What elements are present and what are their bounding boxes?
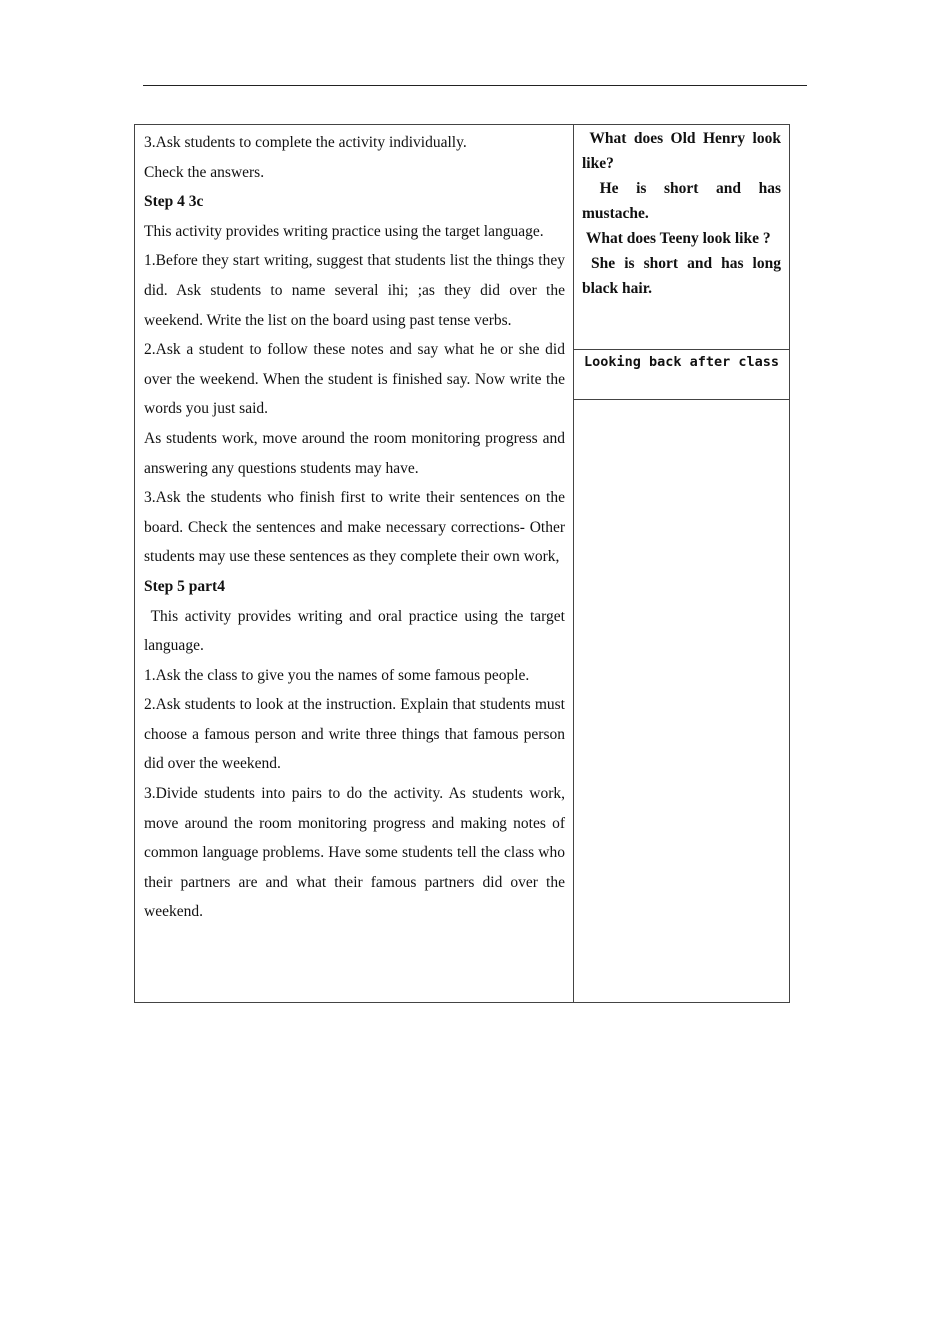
board-line: She is short and has long black hair. <box>582 255 781 297</box>
procedure-paragraph: 2.Ask students to look at the instruction. Explain that students must choose a famous person and write three things that famous person did over the weekend. <box>144 696 565 773</box>
header-rule <box>143 85 807 86</box>
procedure-paragraph: 3.Ask students to complete the activity individually. <box>144 134 467 151</box>
procedure-paragraph: 3.Divide students into pairs to do the activity. As students work, move around the room monitoring progress and making notes of common language problems. Have some students tell the class who their partners are and what their famous partners did over the weekend. <box>144 785 565 921</box>
procedure-paragraph: As students work, move around the room monitoring progress and answering any questions students may have. <box>144 429 565 477</box>
board-line: What does Teeny look like ? <box>582 230 771 247</box>
lesson-plan-table <box>134 124 790 1003</box>
procedure-paragraph: This activity provides writing and oral practice using the target language. <box>144 607 565 655</box>
board-line: He is short and has mustache. <box>582 180 781 222</box>
procedure-paragraph: This activity provides writing practice using the target language. <box>144 222 544 240</box>
step-heading: Step 4 3c <box>144 193 204 211</box>
procedure-paragraph: 3.Ask the students who finish first to write their sentences on the board. Check the sentences and make necessary corrections- Other students may use these sentences as they complete their own work, <box>144 489 565 566</box>
board-line: What does Old Henry look like? <box>582 130 781 172</box>
procedure-paragraph: 1.Ask the class to give you the names of some famous people. <box>144 666 530 684</box>
procedure-paragraph: 2.Ask a student to follow these notes and say what he or she did over the weekend. When the student is finished say. Now write the words you just said. <box>144 341 565 418</box>
blackboard-design-cell <box>574 125 789 350</box>
procedure-paragraph: Check the answers. <box>144 163 265 181</box>
looking-back-heading: Looking back after class <box>574 350 789 400</box>
step-heading: Step 5 part4 <box>144 577 225 595</box>
looking-back-cell <box>574 400 789 1002</box>
notes-column <box>574 125 789 1002</box>
procedure-paragraph: 1.Before they start writing, suggest that students list the things they did. Ask students to name several ihi; ;as they did over the weekend. Write the list on the board using past tense verbs. <box>144 252 565 329</box>
teaching-procedure-cell <box>135 125 574 1002</box>
